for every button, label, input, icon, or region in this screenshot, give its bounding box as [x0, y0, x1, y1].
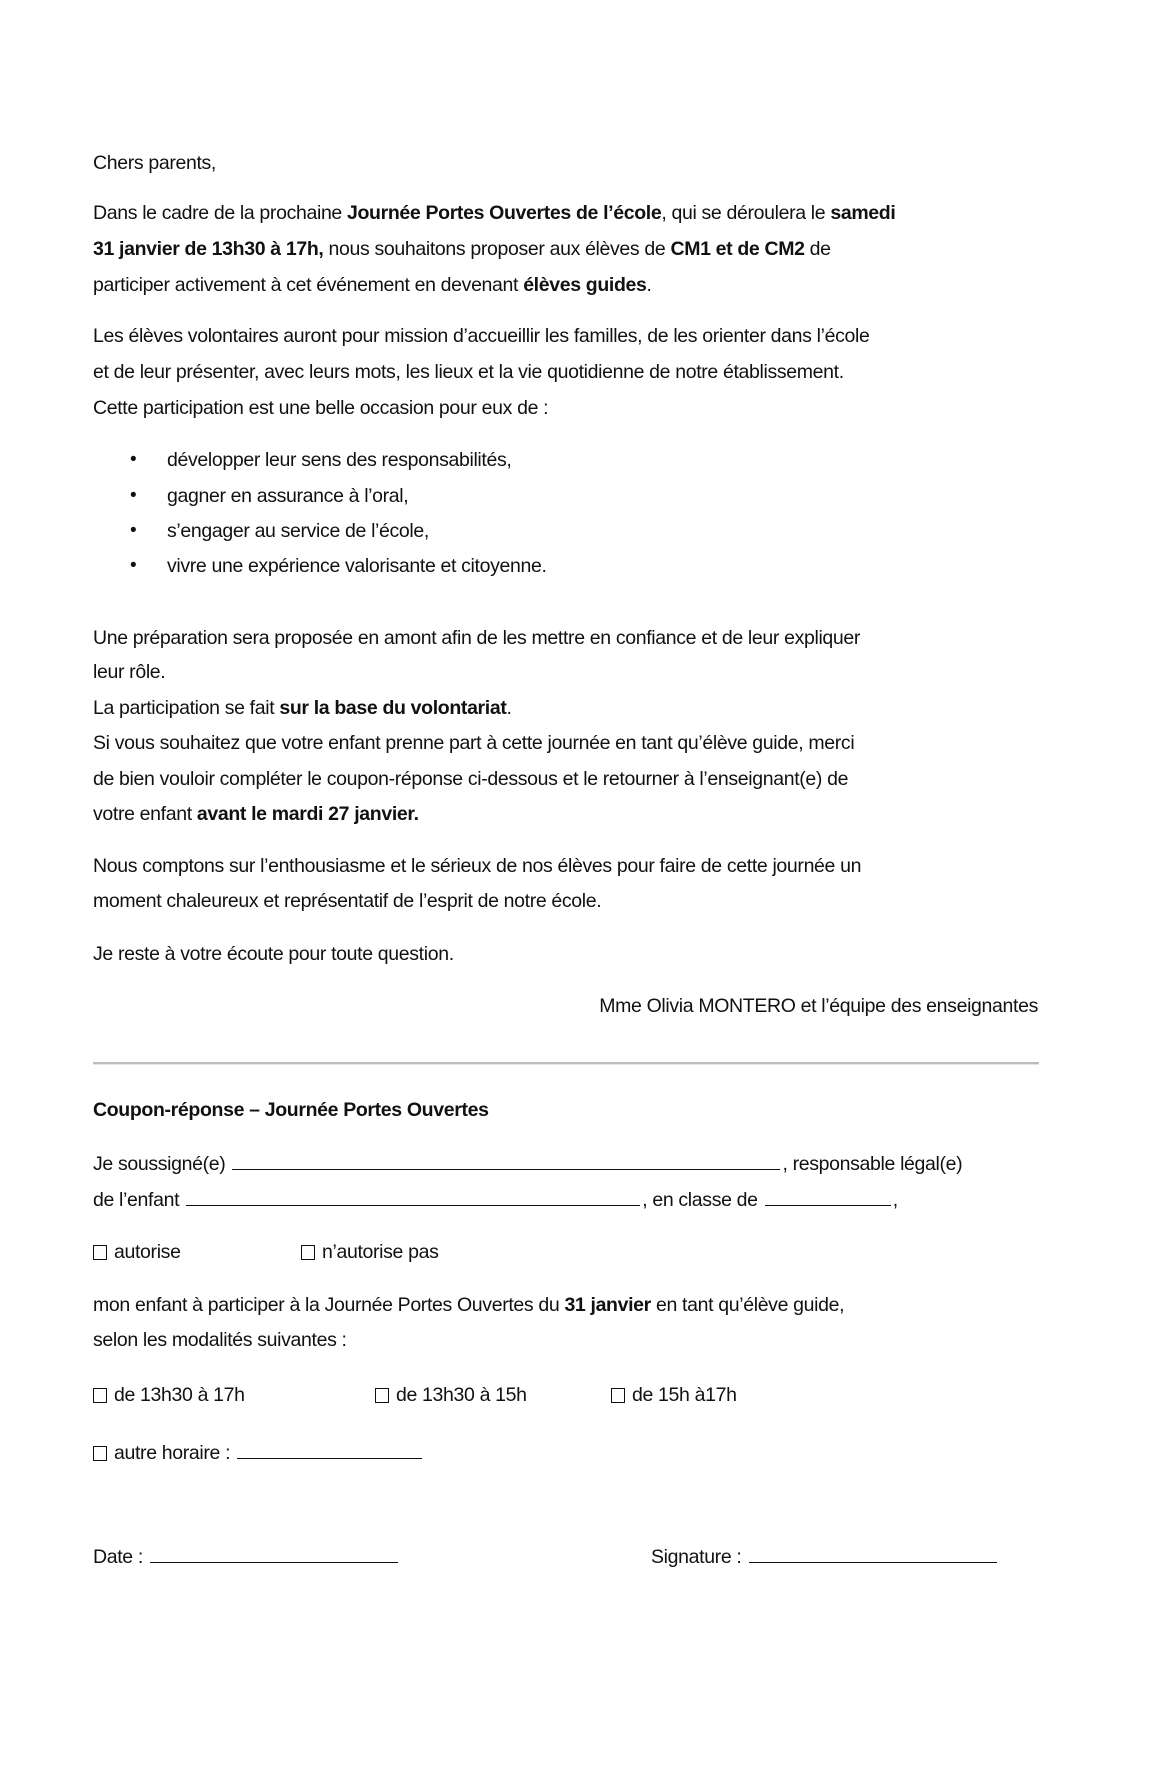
class-field[interactable] — [765, 1187, 891, 1206]
greeting: Chers parents, — [93, 152, 216, 174]
date-label: Date : — [93, 1546, 143, 1568]
text: . — [646, 274, 652, 296]
paragraph-mission-line-1: Les élèves volontaires auront pour mission d’accueillir les familles, de les orienter dans l’école — [93, 325, 870, 347]
text: , en classe de — [642, 1189, 758, 1211]
paragraph-preparation-line-1: Une préparation sera proposée en amont afin de les mettre en confiance et de leur expliquer — [93, 627, 861, 649]
consent-option-authorize[interactable] — [93, 1240, 181, 1264]
statement-line-2: selon les modalités suivantes : — [93, 1329, 347, 1351]
child-label: de l’enfant — [93, 1189, 180, 1211]
list-item-text: vivre une expérience valorisante et citoyenne. — [167, 555, 547, 577]
time-option-late[interactable] — [611, 1383, 737, 1407]
closing-remark: Je reste à votre écoute pour toute question. — [93, 943, 454, 965]
child-line — [93, 1187, 898, 1212]
paragraph-closing-line-2: moment chaleureux et représentatif de l’esprit de notre école. — [93, 890, 602, 912]
paragraph-volunteer-line — [93, 696, 512, 720]
paragraph-mission-line-2: et de leur présenter, avec leurs mots, les lieux et la vie quotidienne de notre établissement. — [93, 361, 844, 383]
text: de — [804, 238, 831, 260]
bullet-icon: • — [130, 520, 137, 541]
consent-option-decline[interactable] — [301, 1240, 439, 1264]
bullet-icon: • — [130, 485, 137, 506]
checkbox-icon[interactable] — [301, 1245, 315, 1260]
text: nous souhaitons proposer aux élèves de — [323, 238, 671, 260]
text: Dans le cadre de la prochaine — [93, 202, 347, 224]
paragraph-instructions-line-3 — [93, 802, 419, 826]
section-divider — [93, 1062, 1039, 1065]
bullet-icon: • — [130, 449, 137, 470]
guardian-line — [93, 1151, 962, 1176]
checkbox-icon[interactable] — [93, 1388, 107, 1403]
classes: CM1 et de CM2 — [670, 238, 805, 260]
signature-field[interactable] — [749, 1544, 997, 1563]
child-name-field[interactable] — [186, 1187, 640, 1206]
event-name: Journée Portes Ouvertes de l’école — [347, 202, 662, 224]
text: en tant qu’élève guide, — [650, 1294, 845, 1316]
statement-line-1 — [93, 1293, 844, 1317]
deadline: avant le mardi 27 janvier. — [196, 803, 419, 825]
paragraph-intro-line-2 — [93, 237, 831, 261]
list-item-text: s’engager au service de l’école, — [167, 520, 429, 542]
coupon-title: Coupon-réponse – Journée Portes Ouvertes — [93, 1099, 489, 1121]
paragraph-instructions-line-2: de bien vouloir compléter le coupon-réponse ci-dessous et le retourner à l’enseignant(e) de — [93, 768, 849, 790]
option-label: autorise — [114, 1241, 181, 1263]
option-label: de 15h à17h — [632, 1384, 737, 1406]
list-item-text: développer leur sens des responsabilités, — [167, 449, 512, 471]
role-name: élèves guides — [523, 274, 647, 296]
paragraph-mission-line-3: Cette participation est une belle occasion pour eux de : — [93, 397, 549, 419]
volunteer-emphasis: sur la base du volontariat — [279, 697, 507, 719]
text: , qui se déroulera le — [661, 202, 831, 224]
event-date-time: 31 janvier de 13h30 à 17h, — [93, 238, 324, 260]
time-option-full[interactable] — [93, 1383, 245, 1407]
option-label: de 13h30 à 17h — [114, 1384, 245, 1406]
checkbox-icon[interactable] — [93, 1245, 107, 1260]
date-line — [93, 1544, 400, 1569]
text: participer activement à cet événement en devenant — [93, 274, 524, 296]
list-item-text: gagner en assurance à l’oral, — [167, 485, 409, 507]
date-field[interactable] — [150, 1544, 398, 1563]
checkbox-icon[interactable] — [611, 1388, 625, 1403]
paragraph-intro-line-1 — [93, 201, 895, 225]
event-day: samedi — [830, 202, 896, 224]
checkbox-icon[interactable] — [93, 1446, 107, 1461]
checkbox-icon[interactable] — [375, 1388, 389, 1403]
event-date: 31 janvier — [564, 1294, 651, 1316]
option-label: de 13h30 à 15h — [396, 1384, 527, 1406]
paragraph-intro-line-3 — [93, 273, 652, 297]
option-label: autre horaire : — [114, 1442, 231, 1464]
text: votre enfant — [93, 803, 197, 825]
signature-field-line — [651, 1544, 999, 1569]
option-label: n’autorise pas — [322, 1241, 439, 1263]
text: , — [892, 1189, 898, 1211]
signature-label: Signature : — [651, 1546, 742, 1568]
other-time-field[interactable] — [237, 1440, 422, 1459]
signature-line: Mme Olivia MONTERO et l’équipe des enseignantes — [599, 995, 1038, 1017]
bullet-icon: • — [130, 555, 137, 576]
guardian-name-field[interactable] — [232, 1151, 780, 1170]
text: . — [506, 697, 512, 719]
paragraph-preparation-line-2: leur rôle. — [93, 661, 166, 683]
paragraph-closing-line-1: Nous comptons sur l’enthousiasme et le sérieux de nos élèves pour faire de cette journée un — [93, 855, 862, 877]
text: , responsable légal(e) — [782, 1153, 963, 1175]
text: mon enfant à participer à la Journée Portes Ouvertes du — [93, 1294, 565, 1316]
time-option-early[interactable] — [375, 1383, 527, 1407]
time-option-other[interactable] — [93, 1440, 424, 1465]
text: La participation se fait — [93, 697, 280, 719]
guardian-label: Je soussigné(e) — [93, 1153, 226, 1175]
paragraph-instructions-line-1: Si vous souhaitez que votre enfant prenne part à cette journée en tant qu’élève guide, merci — [93, 732, 855, 754]
